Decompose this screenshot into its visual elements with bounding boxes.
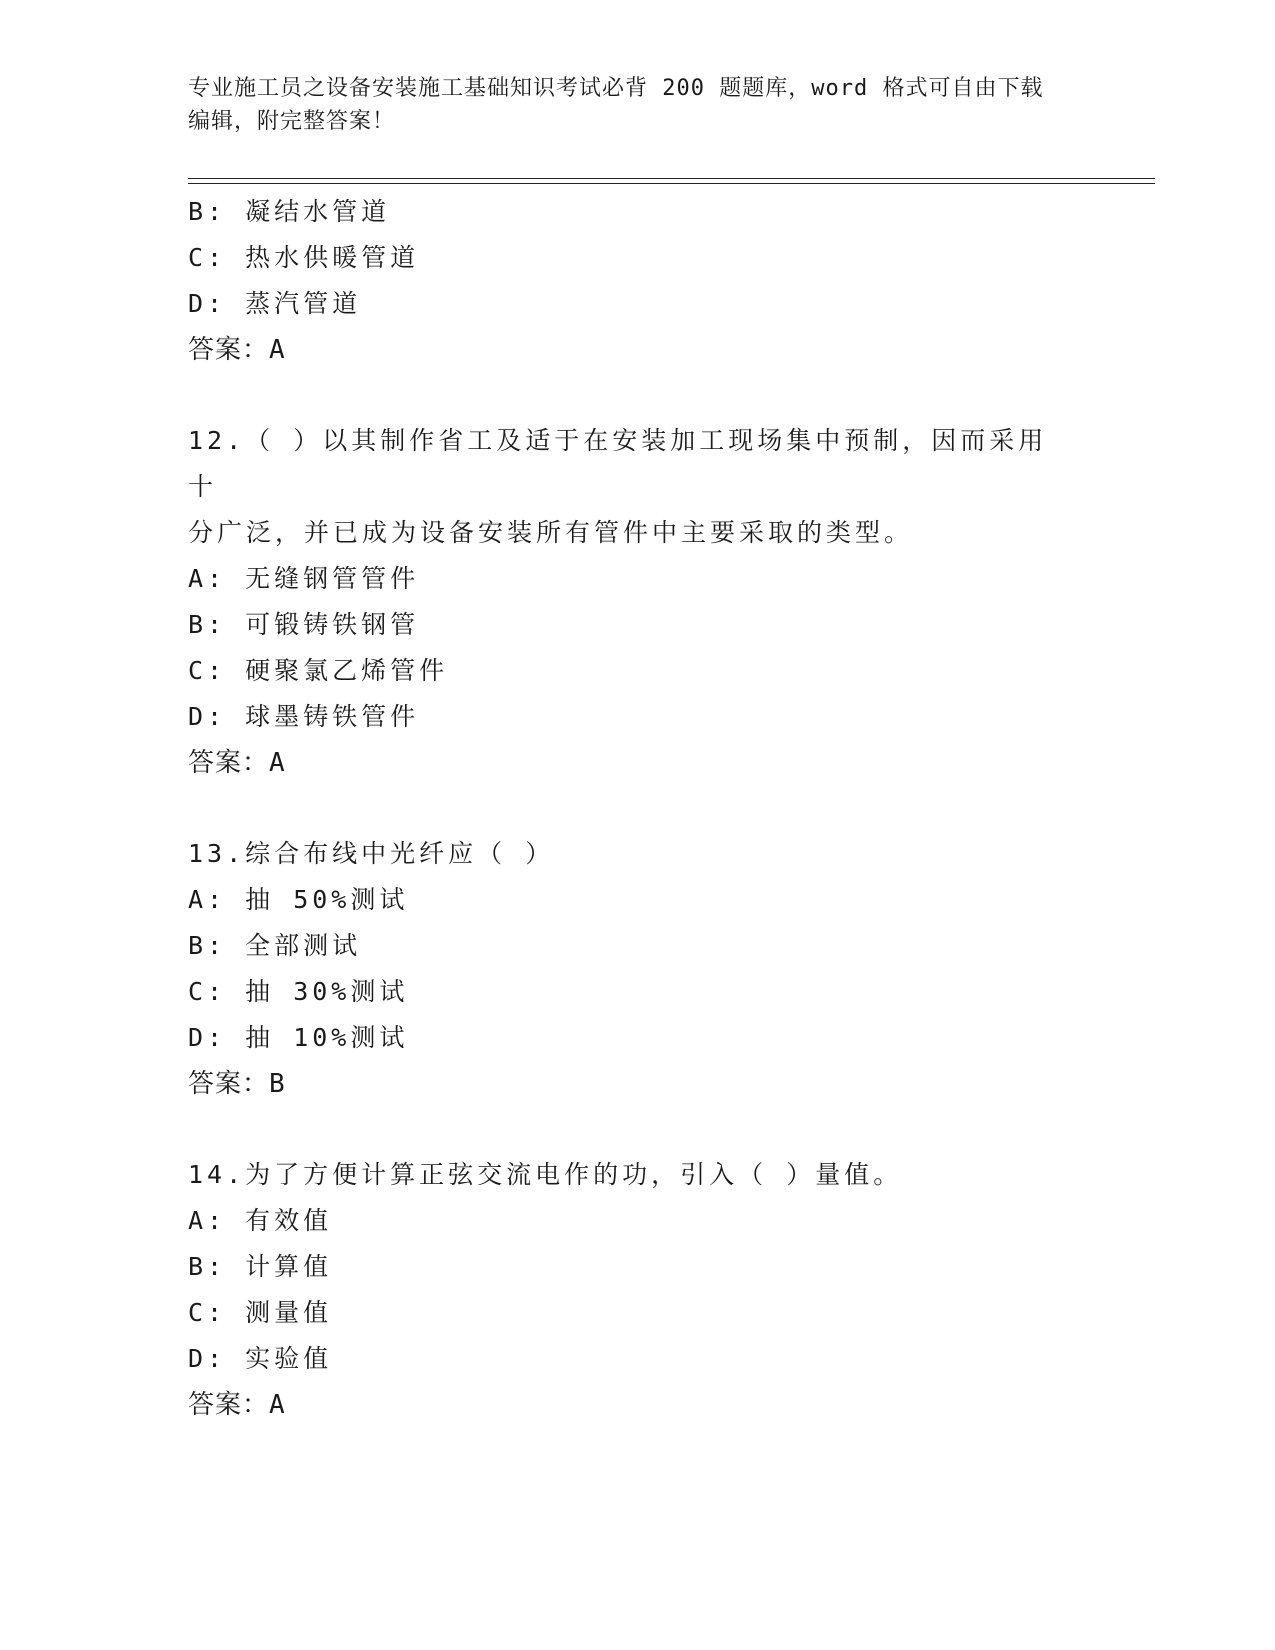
answer: 答案：B [188, 1069, 286, 1099]
option-b: B: 全部测试 [188, 931, 362, 960]
option-b: B: 计算值 [188, 1252, 333, 1281]
option-c: C: 测量值 [188, 1298, 333, 1327]
header-title-line-2: 编辑，附完整答案！ [188, 109, 396, 134]
question-text-line-2: 分广泛，并已成为设备安装所有管件中主要采取的类型。 [188, 518, 914, 547]
header-title-line-1: 专业施工员之设备安装施工基础知识考试必背 200 题题库，word 格式可自由下载 [188, 76, 1044, 101]
question-text-line-1: 12.（ ）以其制作省工及适于在安装加工现场集中预制，因而采用十 [188, 426, 1048, 501]
option-d: D: 实验值 [188, 1344, 333, 1373]
option-c: C: 硬聚氯乙烯管件 [188, 656, 449, 685]
question-14 [188, 1152, 1088, 1428]
option-b: B: 可锻铸铁钢管 [188, 610, 420, 639]
header-divider-bottom [188, 183, 1155, 184]
option-c: C: 抽 30%测试 [188, 977, 409, 1006]
option-a: A: 抽 50%测试 [188, 885, 409, 914]
option-a: A: 有效值 [188, 1206, 333, 1235]
option-b: B: 凝结水管道 [188, 197, 391, 226]
question-text: 13.综合布线中光纤应（ ） [188, 839, 555, 868]
question-text: 14.为了方便计算正弦交流电作的功，引入（ ）量值。 [188, 1160, 903, 1189]
option-d: D: 球墨铸铁管件 [188, 702, 420, 731]
question-13 [188, 831, 1088, 1107]
option-d: D: 抽 10%测试 [188, 1023, 409, 1052]
option-a: A: 无缝钢管管件 [188, 564, 420, 593]
document-header [188, 72, 1088, 138]
question-11-tail [188, 189, 1088, 373]
answer: 答案：A [188, 335, 286, 365]
option-d: D: 蒸汽管道 [188, 289, 362, 318]
answer: 答案：A [188, 1390, 286, 1420]
header-divider-top [188, 178, 1155, 179]
question-12 [188, 418, 1088, 786]
option-c: C: 热水供暖管道 [188, 243, 420, 272]
document-body [188, 189, 1088, 1428]
answer: 答案：A [188, 748, 286, 778]
